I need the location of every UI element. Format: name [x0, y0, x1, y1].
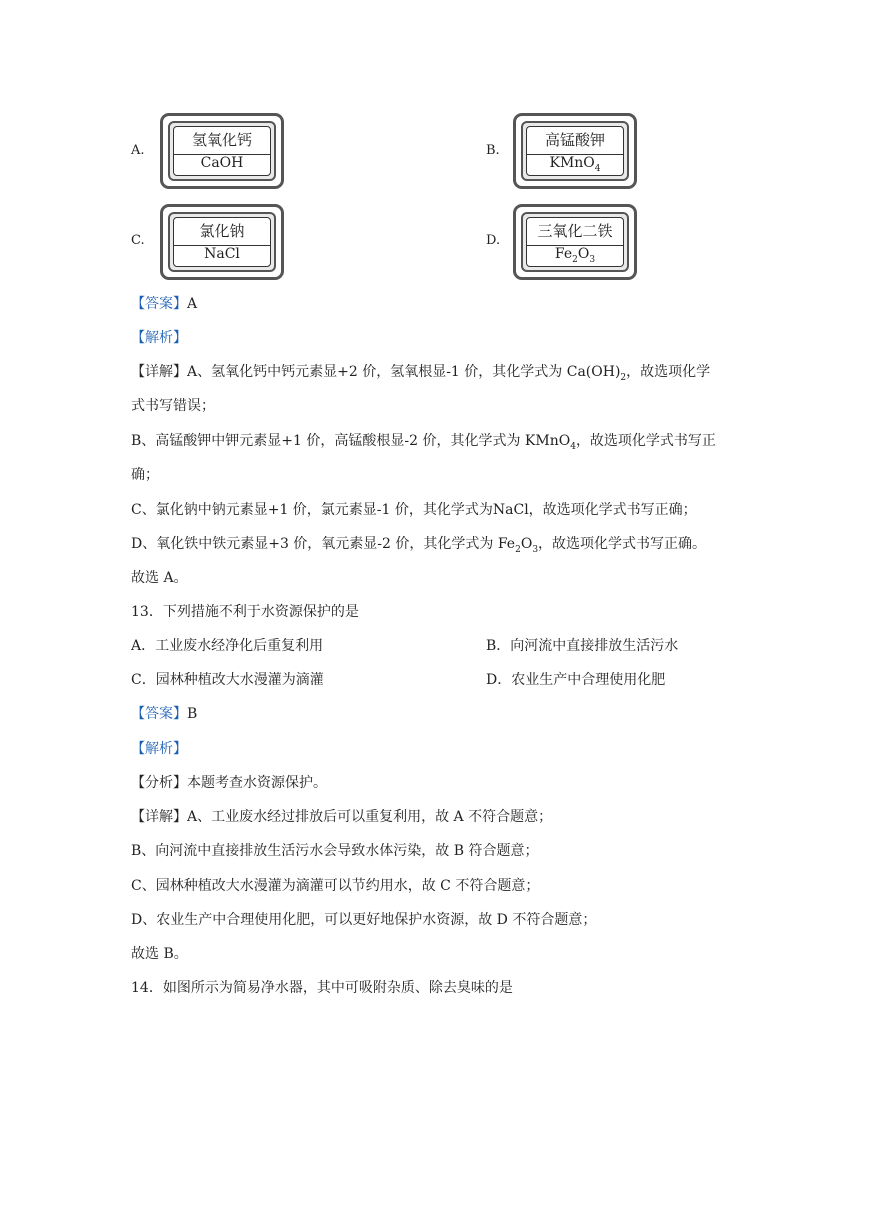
option-a-formula: CaOH	[200, 155, 244, 171]
q13-question: 13．下列措施不利于水资源保护的是	[131, 604, 359, 620]
option-d-formula: $Fe_2O_3$	[554, 246, 596, 265]
q13-conclusion: 故选 B。	[131, 946, 188, 962]
q13-choice-b: B．向河流中直接排放生活污水	[486, 638, 679, 654]
option-c-letter: C.	[131, 233, 145, 248]
option-c-formula: NaCl	[204, 246, 240, 262]
option-a-name: 氢氧化钙	[174, 127, 270, 155]
option-c-name: 氯化钠	[174, 218, 270, 246]
option-a-label-image	[160, 113, 284, 189]
q13-analysis-heading: 【解析】	[131, 741, 187, 757]
q13-fenxi: 【分析】本题考查水资源保护。	[131, 775, 327, 791]
q12-detail-line-4: 确；	[131, 467, 159, 483]
q12-detail-line-2: 式书写错误；	[131, 398, 215, 414]
option-b-letter: B.	[486, 143, 500, 158]
option-d-name: 三氧化二铁	[527, 218, 623, 246]
q14-question: 14．如图所示为简易净水器，其中可吸附杂质、除去臭味的是	[131, 980, 513, 996]
q12-analysis-heading: 【解析】	[131, 330, 187, 346]
option-b-label-image	[513, 113, 637, 189]
q12-detail-line-1: 【详解】A、氢氧化钙中钙元素显+2 价，氢氧根显-1 价，其化学式为 $Ca(OH)_2$，故选项化学	[131, 364, 711, 383]
q13-detail-line-2: B、向河流中直接排放生活污水会导致水体污染，故 B 符合题意；	[131, 843, 539, 859]
q13-choice-a: A．工业废水经净化后重复利用	[131, 638, 324, 654]
q12-conclusion: 故选 A。	[131, 570, 188, 586]
q13-detail-line-4: D、农业生产中合理使用化肥，可以更好地保护水资源，故 D 不符合题意；	[131, 912, 597, 928]
q12-detail-line-5: C、氯化钠中钠元素显+1 价，氯元素显-1 价，其化学式为NaCl，故选项化学式书写正确；	[131, 502, 697, 518]
q13-answer: 【答案】B	[131, 706, 198, 722]
option-b-formula: KMnO$_4$	[549, 155, 601, 174]
q12-detail-line-3: B、高锰酸钾中钾元素显+1 价，高锰酸根显-2 价，其化学式为 KMnO$_4$，故选项化学式书写正	[131, 433, 716, 452]
option-c-label-image	[160, 204, 284, 280]
q12-answer: 【答案】A	[131, 296, 198, 312]
q12-detail-line-6: D、氧化铁中铁元素显+3 价，氧元素显-2 价，其化学式为 $Fe_2O_3$，故选项化学式书写正确。	[131, 536, 707, 555]
option-a-letter: A.	[131, 143, 145, 158]
option-d-letter: D.	[486, 233, 501, 248]
q13-detail-line-1: 【详解】A、工业废水经过排放后可以重复利用，故 A 不符合题意；	[131, 809, 553, 825]
option-b-name: 高锰酸钾	[527, 127, 623, 155]
option-d-label-image	[513, 204, 637, 280]
q13-choice-d: D．农业生产中合理使用化肥	[486, 672, 666, 688]
q13-choice-c: C．园林种植改大水漫灌为滴灌	[131, 672, 324, 688]
q13-detail-line-3: C、园林种植改大水漫灌为滴灌可以节约用水，故 C 不符合题意；	[131, 878, 540, 894]
